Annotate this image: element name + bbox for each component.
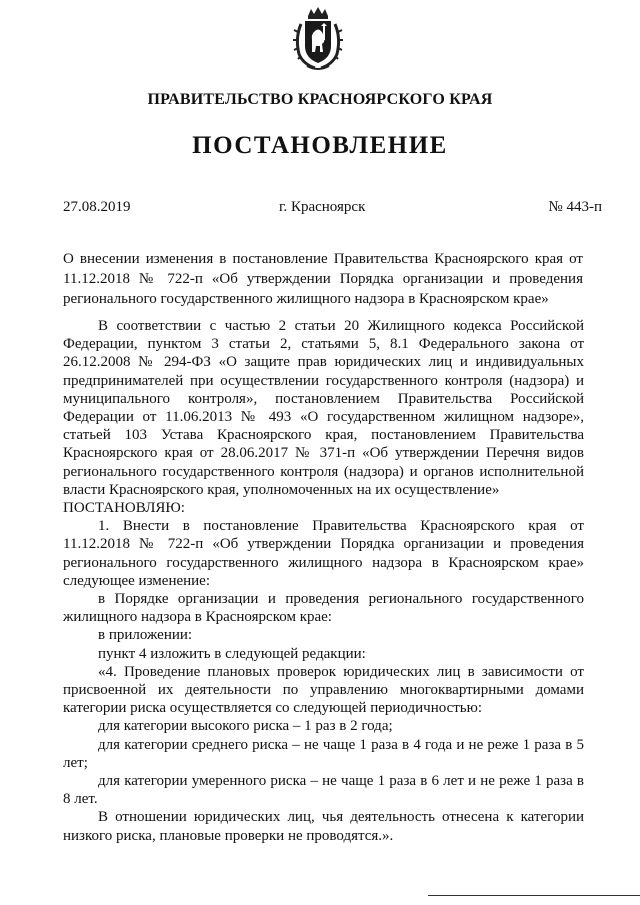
medium-risk-item: для категории среднего риска – не чаще 1 раза в 4 года и не реже 1 раза в 5 лет; xyxy=(63,736,584,771)
government-name: ПРАВИТЕЛЬСТВО КРАСНОЯРСКОГО КРАЯ xyxy=(147,91,493,108)
high-risk-item: для категории высокого риска – 1 раз в 2 года; xyxy=(98,718,393,735)
document-subject: О внесении изменения в постановление Правительства Красноярского края от 11.12.2018 № 722-п «Об утверждении Порядка организации и проведения регионального государственного жилищного надзора в Красноярском крае» xyxy=(63,251,583,307)
preamble-paragraph: В соответствии с частью 2 статьи 20 Жилищного кодекса Российской Федерации, пунктом 3 статьи 2, статьями 5, 8.1 Федерального закона от 26.12.2008 № 294-ФЗ «О защите прав юридических лиц и индивидуальных предпринимателей при осуществлении государственного контроля (надзора) и муниципального контроля», постановлением Правительства Российской Федерации от 11.06.2013 № 493 «О государственном жилищном надзоре», статьей 103 Устава Красноярского края, постановлением Правительства Красноярского края от 28.06.2017 № 371-п «Об утверждении Перечня видов регионального государственного контроля (надзора) и органов исполнительной власти Красноярского края, уполномоченных на их осуществление» xyxy=(63,318,584,498)
document-type-title: ПОСТАНОВЛЕНИЕ xyxy=(192,132,448,159)
appendix-reference: в приложении: xyxy=(98,627,193,644)
point-reference: пункт 4 изложить в следующей редакции: xyxy=(98,645,366,662)
moderate-risk-item: для категории умеренного риска – не чаще 1 раза в 6 лет и не реже 1 раза в 8 лет. xyxy=(63,773,584,808)
low-risk-paragraph: В отношении юридических лиц, чья деятельность отнесена к категории низкого риска, плановые проверки не проводятся.». xyxy=(63,809,584,844)
document-city: г. Красноярск xyxy=(279,199,366,215)
resolve-statement: ПОСТАНОВЛЯЮ: xyxy=(63,500,185,517)
item-1-paragraph: 1. Внести в постановление Правительства Красноярского края от 11.12.2018 № 722-п «Об утверждении Порядка организации и проведения регионального государственного жилищного надзора в Красноярском крае» следующее изменение: xyxy=(63,518,584,589)
signature-line xyxy=(428,895,640,896)
document-body xyxy=(63,317,584,845)
krasnoyarsk-coat-of-arms-icon xyxy=(293,6,343,72)
document-number: № 443-п xyxy=(548,199,602,215)
order-reference-paragraph: в Порядке организации и проведения регионального государственного жилищного надзора в Красноярском крае: xyxy=(63,591,584,626)
document-date: 27.08.2019 xyxy=(63,199,131,215)
point-4-paragraph: «4. Проведение плановых проверок юридических лиц в зависимости от присвоенной их деятельности по управлению многоквартирными домами категории риска осуществляется со следующей периодичностью: xyxy=(63,663,584,717)
